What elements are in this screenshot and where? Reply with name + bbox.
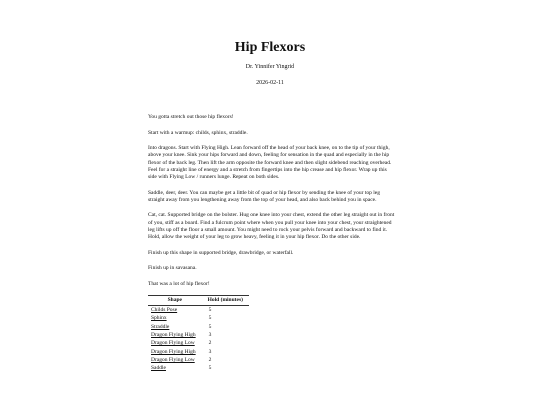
paragraph-savasana: Finish up in savasana. xyxy=(148,265,197,272)
document-body xyxy=(148,114,396,373)
hold-minutes: 5 xyxy=(208,306,212,313)
document-author: Dr. Yinnifer Yingrid xyxy=(245,64,295,70)
hold-minutes: 3 xyxy=(208,348,212,355)
table-row xyxy=(148,323,249,331)
document-title: Hip Flexors xyxy=(234,40,306,55)
paragraph-dragons: Into dragons. Start with Flying High. Lean forward off the head of your back knee, on to the tip of your thigh, above your knee. Sink your hips forward and down, feeling for sensation in the quad and especially in the hip flexor of the back leg. Then lift the arm opposite the forward knee and then slight sidebend reaching overhead. Feel for a straight line of energy and a stretch from fingertips into the hip crease and hip flexor. Wrap up this side with Flying Low / runners lunge. Repeat on both sides. xyxy=(148,145,392,180)
shape-link[interactable]: Dragon Flying Low xyxy=(151,340,195,347)
shape-link[interactable]: Sphinx xyxy=(151,315,167,322)
shape-link[interactable]: Dragon Flying High xyxy=(151,348,196,355)
shape-link[interactable]: Saddle xyxy=(151,365,166,372)
paragraph-warmup: Start with a warmup: childs, sphinx, straddle. xyxy=(148,129,248,136)
hold-minutes: 5 xyxy=(208,315,212,322)
shape-link[interactable]: Dragon Flying High xyxy=(151,331,196,338)
table-row xyxy=(148,348,249,356)
shape-link[interactable]: Straddle xyxy=(151,323,170,330)
shape-link[interactable]: Childs Pose xyxy=(151,306,178,313)
table-row xyxy=(148,365,249,373)
paragraph-closing: That was a lot of hip flexor! xyxy=(148,280,210,287)
table-row xyxy=(148,306,249,315)
hold-minutes: 5 xyxy=(208,365,212,372)
hold-table xyxy=(148,295,249,373)
hold-minutes: 3 xyxy=(208,331,212,338)
shape-link[interactable]: Dragon Flying Low xyxy=(151,357,195,364)
hold-minutes: 2 xyxy=(208,340,212,347)
table-row xyxy=(148,315,249,323)
table-row xyxy=(148,356,249,364)
column-header-shape: Shape xyxy=(148,296,202,306)
paragraph-saddle: Saddle, deer, deer. You can maybe get a little bit of quad or hip flexor by sending the knee of your top leg straight away from you lengthening away from the top of your head, and also back behind you in space. xyxy=(148,189,380,203)
hold-minutes: 5 xyxy=(208,323,212,330)
table-header-row xyxy=(148,296,249,306)
paragraph-bridge: Cat, cat. Supported bridge on the bolster. Hug one knee into your chest, extend the other leg straight out in front of you, stiff as a board. Find a fulcrum point where when you pull your knee into your chest, your straightened leg lifts up off the floor a small amount. You might need to rock your pelvis forward and backward to find it. Hold, allow the weight of your leg to grow heavy, feeling it in your hip flexor. Do the other side. xyxy=(148,212,395,240)
document-date: 2026-02-11 xyxy=(256,80,284,86)
hold-minutes: 2 xyxy=(208,357,212,364)
paragraph-intro: You gotta stretch out those hip flexors! xyxy=(148,114,234,120)
paragraph-finish-bridge: Finish up this shape in supported bridge, drawbridge, or waterfall. xyxy=(148,249,294,256)
table-row xyxy=(148,340,249,348)
column-header-hold: Hold (minutes) xyxy=(202,296,249,306)
table-row xyxy=(148,331,249,339)
